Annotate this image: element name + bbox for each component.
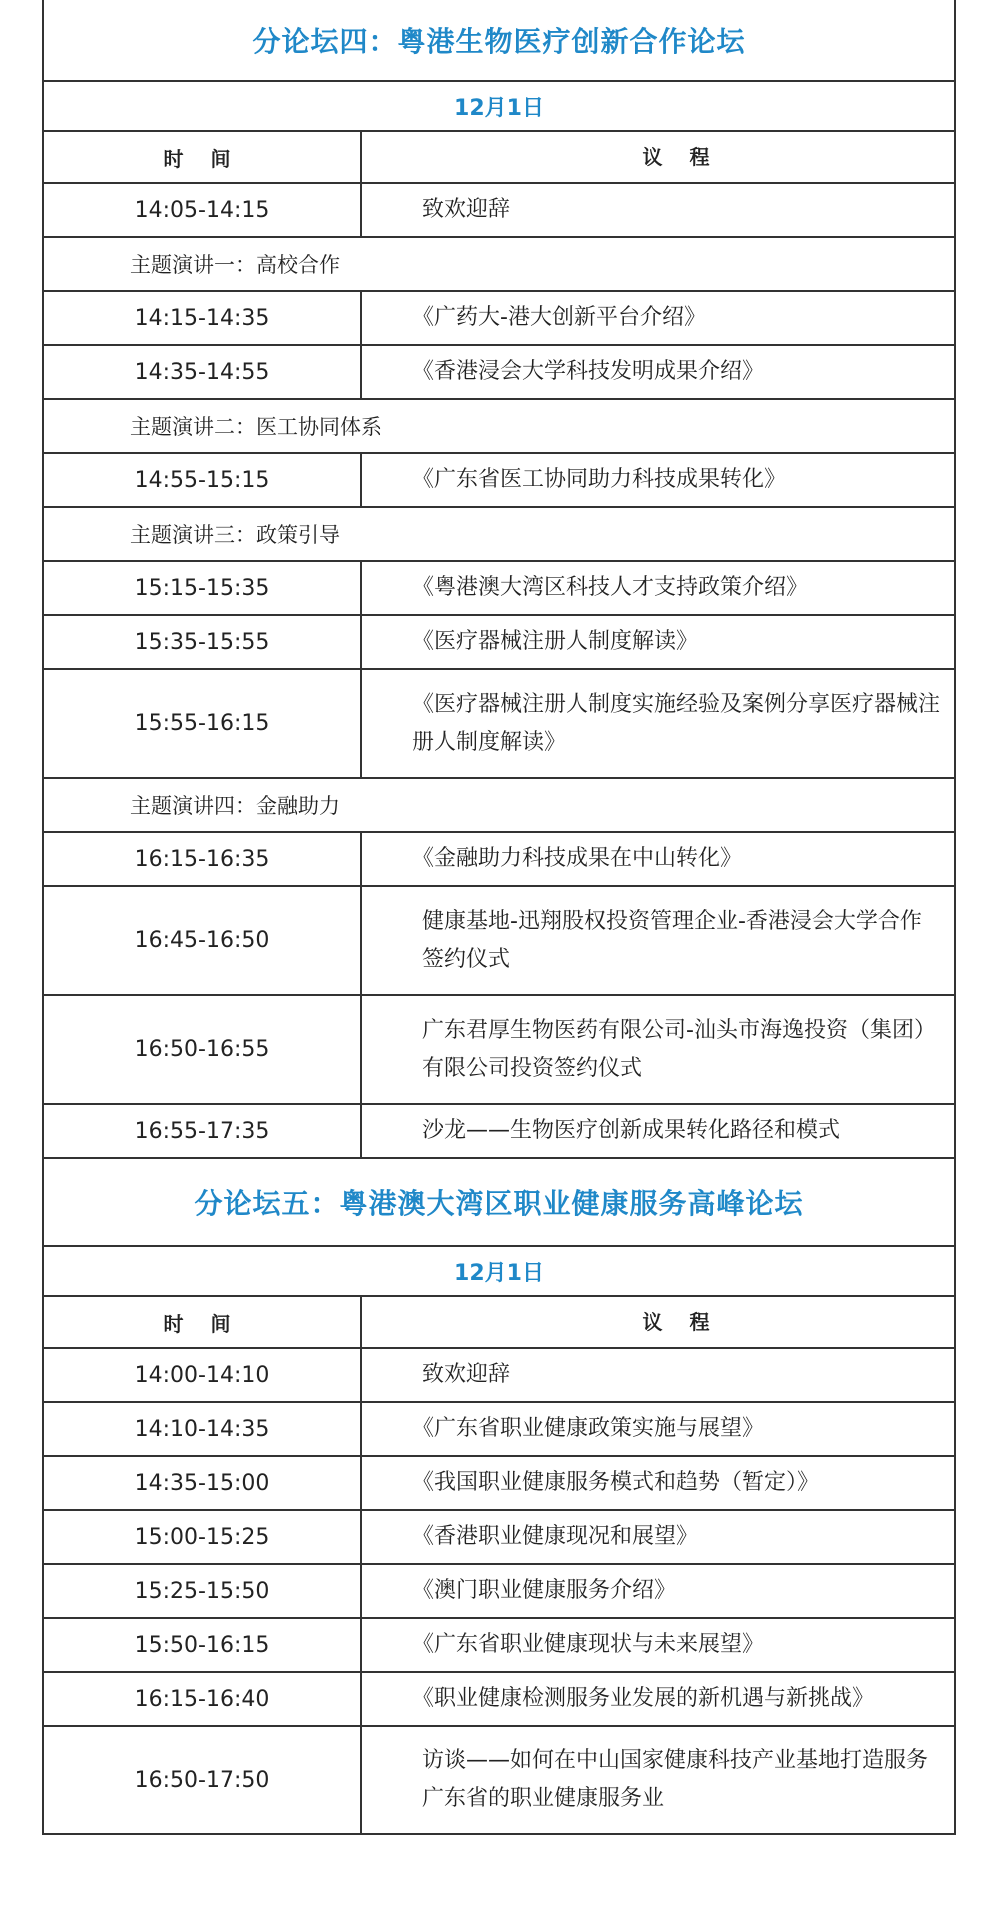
agenda-cell: 《我国职业健康服务模式和趋势（暂定）》 <box>412 1470 820 1495</box>
time-cell: 16:15-16:35 <box>44 833 362 885</box>
time-header: 时 间 <box>44 132 362 182</box>
agenda-cell: 《医疗器械注册人制度解读》 <box>412 629 699 654</box>
time-cell: 16:15-16:40 <box>44 1673 362 1725</box>
agenda-cell: 《香港浸会大学科技发明成果介绍》 <box>412 359 765 384</box>
date-label: 12月1日 <box>454 1260 544 1286</box>
date-row <box>44 1245 954 1295</box>
time-cell: 15:50-16:15 <box>44 1619 362 1671</box>
time-cell: 15:25-15:50 <box>44 1565 362 1617</box>
table-row <box>44 1725 954 1833</box>
time-cell: 16:45-16:50 <box>44 887 362 994</box>
time-cell: 14:15-14:35 <box>44 292 362 344</box>
table-row <box>44 560 954 614</box>
agenda-cell: 《广东省职业健康政策实施与展望》 <box>412 1416 765 1441</box>
theme-row: 主题演讲四：金融助力 <box>44 777 954 831</box>
table-row <box>44 1617 954 1671</box>
agenda-cell: 《职业健康检测服务业发展的新机遇与新挑战》 <box>412 1686 875 1711</box>
time-cell: 14:10-14:35 <box>44 1403 362 1455</box>
time-cell: 14:00-14:10 <box>44 1349 362 1401</box>
agenda-cell: 沙龙——生物医疗创新成果转化路径和模式 <box>422 1118 841 1143</box>
agenda-cell: 广东君厚生物医药有限公司-汕头市海逸投资（集团）有限公司投资签约仪式 <box>422 1017 936 1081</box>
agenda-header: 议 程 <box>642 145 720 169</box>
time-cell: 14:05-14:15 <box>44 184 362 236</box>
table-row <box>44 831 954 885</box>
time-cell: 16:55-17:35 <box>44 1105 362 1157</box>
agenda-header: 议 程 <box>642 1310 720 1334</box>
table-row <box>44 344 954 398</box>
table-row <box>44 182 954 236</box>
time-cell: 14:55-15:15 <box>44 454 362 506</box>
time-cell: 16:50-17:50 <box>44 1727 362 1833</box>
agenda-cell: 《广东省医工协同助力科技成果转化》 <box>412 467 787 492</box>
table-header <box>44 1295 954 1347</box>
schedule-table <box>42 0 956 1835</box>
agenda-cell: 《澳门职业健康服务介绍》 <box>412 1578 677 1603</box>
table-row <box>44 1103 954 1157</box>
date-label: 12月1日 <box>454 95 544 121</box>
agenda-cell: 《医疗器械注册人制度实施经验及案例分享医疗器械注册人制度解读》 <box>412 691 941 755</box>
table-row <box>44 1455 954 1509</box>
table-row <box>44 290 954 344</box>
agenda-cell: 《粤港澳大湾区科技人才支持政策介绍》 <box>412 575 809 600</box>
agenda-cell: 访谈——如何在中山国家健康科技产业基地打造服务广东省的职业健康服务业 <box>422 1748 929 1811</box>
forum-title: 分论坛四：粤港生物医疗创新合作论坛 <box>252 25 746 58</box>
table-row <box>44 452 954 506</box>
forum-title-row <box>44 1157 954 1245</box>
theme-row: 主题演讲二：医工协同体系 <box>44 398 954 452</box>
agenda-cell: 致欢迎辞 <box>422 1362 511 1387</box>
table-row <box>44 1671 954 1725</box>
time-cell: 15:55-16:15 <box>44 670 362 777</box>
table-row <box>44 885 954 994</box>
time-cell: 14:35-15:00 <box>44 1457 362 1509</box>
table-row <box>44 1563 954 1617</box>
table-row <box>44 994 954 1103</box>
time-cell: 15:00-15:25 <box>44 1511 362 1563</box>
table-row <box>44 614 954 668</box>
theme-row: 主题演讲一：高校合作 <box>44 236 954 290</box>
agenda-cell: 《广药大-港大创新平台介绍》 <box>412 305 706 330</box>
time-cell: 16:50-16:55 <box>44 996 362 1103</box>
theme-row: 主题演讲三：政策引导 <box>44 506 954 560</box>
date-row <box>44 80 954 130</box>
forum-title: 分论坛五：粤港澳大湾区职业健康服务高峰论坛 <box>194 1187 804 1220</box>
table-row <box>44 1401 954 1455</box>
time-cell: 15:35-15:55 <box>44 616 362 668</box>
table-header <box>44 130 954 182</box>
forum-title-row <box>44 0 954 80</box>
table-row <box>44 1347 954 1401</box>
time-cell: 15:15-15:35 <box>44 562 362 614</box>
agenda-cell: 致欢迎辞 <box>422 197 511 222</box>
table-row <box>44 1509 954 1563</box>
time-cell: 14:35-14:55 <box>44 346 362 398</box>
agenda-cell: 健康基地-迅翔股权投资管理企业-香港浸会大学合作签约仪式 <box>422 908 922 972</box>
time-header: 时 间 <box>44 1297 362 1347</box>
agenda-cell: 《广东省职业健康现状与未来展望》 <box>412 1632 765 1657</box>
agenda-cell: 《香港职业健康现况和展望》 <box>412 1524 699 1549</box>
agenda-cell: 《金融助力科技成果在中山转化》 <box>412 846 743 871</box>
table-row <box>44 668 954 777</box>
